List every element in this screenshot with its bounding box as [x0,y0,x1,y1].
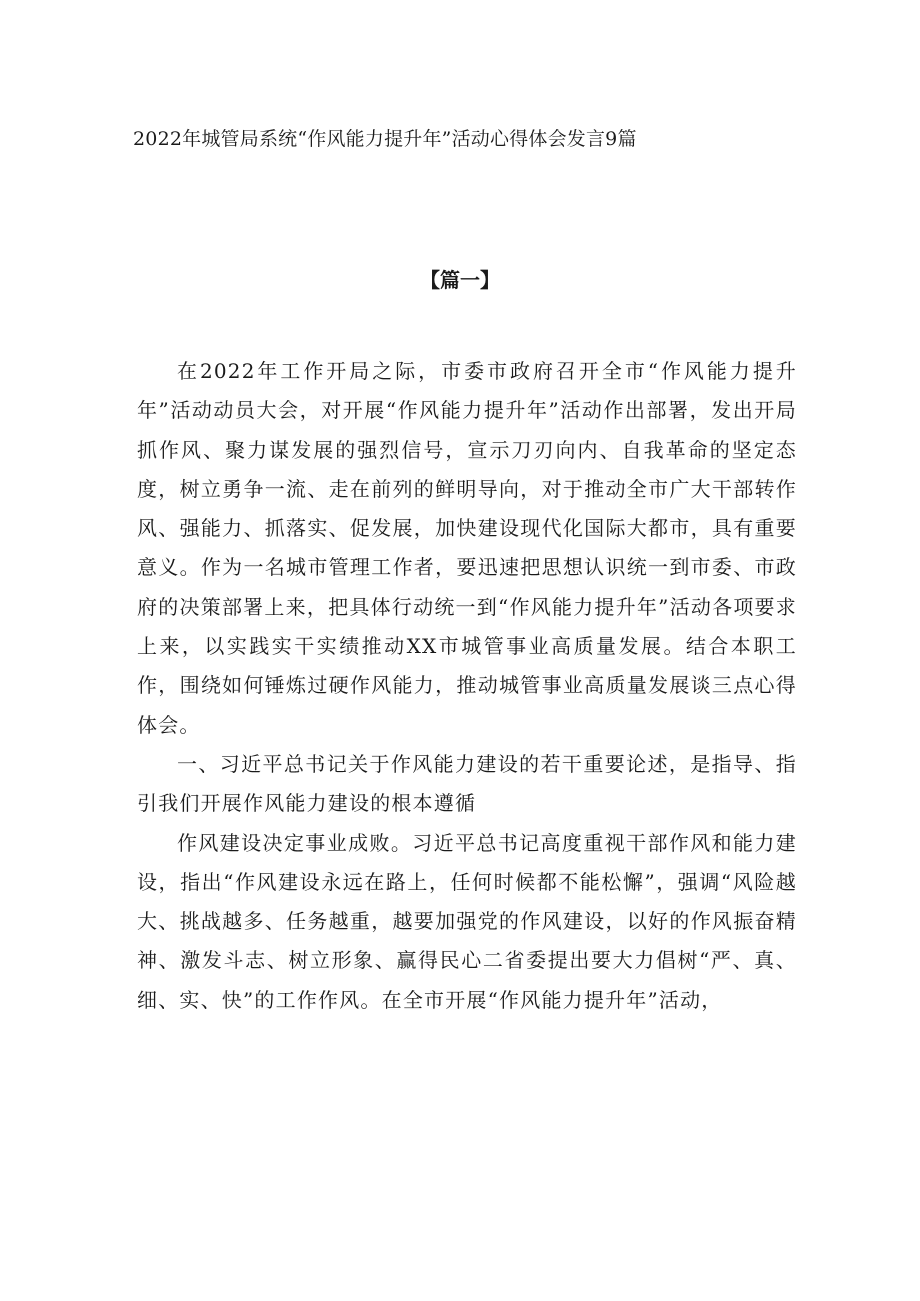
section-heading: 【篇一】 [420,268,500,292]
paragraph-point-one-heading: 一、习近平总书记关于作风能力建设的若干重要论述，是指导、指引我们开展作风能力建设的根本遵循 [137,751,797,816]
paragraph-intro: 在2022年工作开局之际，市委市政府召开全市“作风能力提升年”活动动员大会，对开展“作风能力提升年”活动作出部署，发出开局抓作风、聚力谋发展的强烈信号，宣示刀刃向内、自我革命的坚定态度，树立勇争一流、走在前列的鲜明导向，对于推动全市广大干部转作风、强能力、抓落实、促发展，加快建设现代化国际大都市，具有重要意义。作为一名城市管理工作者，要迅速把思想认识统一到市委、市政府的决策部署上来，把具体行动统一到“作风能力提升年”活动各项要求上来，以实践实干实绩推动XX市城管事业高质量发展。结合本职工作，围绕如何锤炼过硬作风能力，推动城管事业高质量发展谈三点心得体会。 [137,359,797,737]
document-body [137,352,797,1020]
document-title: 2022年城管局系统“作风能力提升年”活动心得体会发言9篇 [133,128,637,150]
paragraph-point-one-body: 作风建设决定事业成败。习近平总书记高度重视干部作风和能力建设，指出“作风建设永远在路上，任何时候都不能松懈”，强调“风险越大、挑战越多、任务越重，越要加强党的作风建设，以好的作风振奋精神、激发斗志、树立形象、赢得民心二省委提出要大力倡树“严、真、细、实、快”的工作作风。在全市开展“作风能力提升年”活动， [137,830,797,1012]
